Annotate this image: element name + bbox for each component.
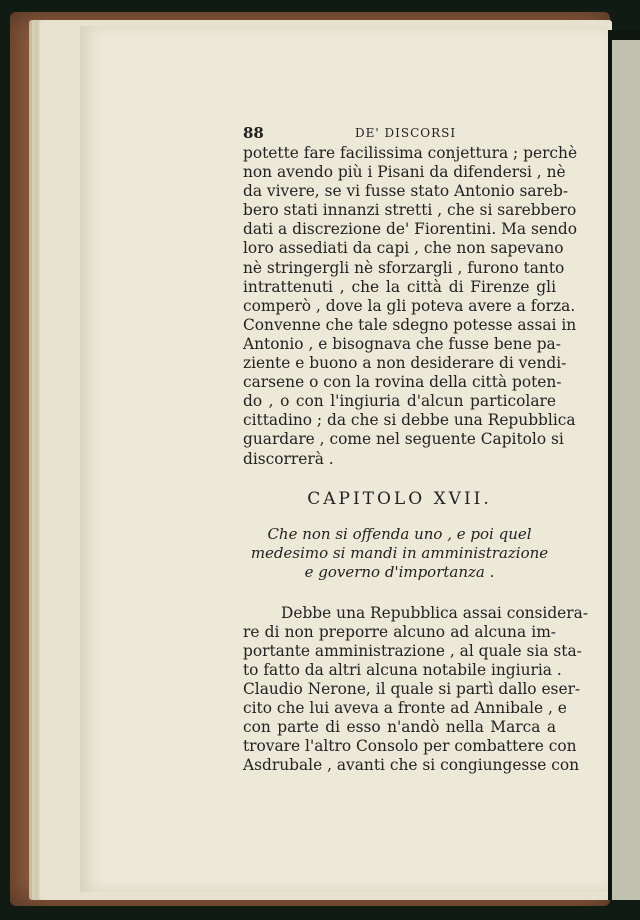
page-text [243,122,589,775]
text-line: discorrerà . [243,449,334,468]
chapter-summary [243,525,556,582]
text-line: Asdrubale , avanti che si congiungesse con [243,756,580,775]
text-line: Debbe una Repubblica assai considera- [281,603,589,622]
text-line: non avendo più i Pisani da difendersi , nè [243,163,566,182]
text-line: bero stati innanzi stretti , che si sarebbero [243,201,577,220]
text-line: dati a discrezione de' Fiorentini. Ma sendo [243,220,577,239]
paragraph-2 [243,603,589,776]
text-line: potette fare facilissima conjettura ; perchè [243,144,578,162]
text-line: portante amministrazione , al quale sia sta- [243,641,582,660]
text-line: cittadino ; da che si debbe una Repubblica [243,411,576,430]
text-line: cito che lui aveva a fronte ad Annibale , e [243,699,567,718]
text-line: to fatto da altri alcuna notabile ingiuria . [243,660,562,679]
text-line: comperò , dove la gli poteva avere a forza. [243,296,576,315]
text-line: re di non preporre alcuno ad alcuna im- [243,622,556,641]
text-line: da vivere, se vi fusse stato Antonio sareb- [243,182,569,201]
summary-line: Che non si offenda uno , e poi quel [267,524,532,543]
text-line: con parte di esso n'andò nella Marca a [243,718,556,737]
page-header [243,122,556,144]
text-line: trovare l'altro Consolo per combattere con [243,737,577,756]
chapter-title: CAPITOLO XVII. [307,488,492,509]
running-head: DE' DISCORSI [355,126,457,140]
text-line: loro assediati da capi , che non sapevano [243,239,564,258]
text-line: Claudio Nerone, il quale si partì dallo eser- [243,679,581,698]
facing-page-edge [612,40,640,900]
page-number: 88 [243,124,264,142]
text-line: carsene o con la rovina della città poten- [243,373,562,392]
text-line: Convenne che tale sdegno potesse assai in [243,315,577,334]
text-line: ziente e buono a non desiderare di vendi- [243,354,567,373]
text-line: Antonio , e bisognava che fusse bene pa- [243,334,561,353]
paragraph-1 [243,144,578,469]
text-line: nè stringergli nè sforzargli , furono tanto [243,258,565,277]
summary-line: e governo d'importanza . [304,562,495,581]
text-line: do , o con l'ingiuria d'alcun particolare [243,392,556,411]
text-line: guardare , come nel seguente Capitolo si [243,430,564,449]
summary-line: medesimo si mandi in amministrazione [250,543,549,562]
text-line: intrattenuti , che la città di Firenze gli [243,277,556,296]
